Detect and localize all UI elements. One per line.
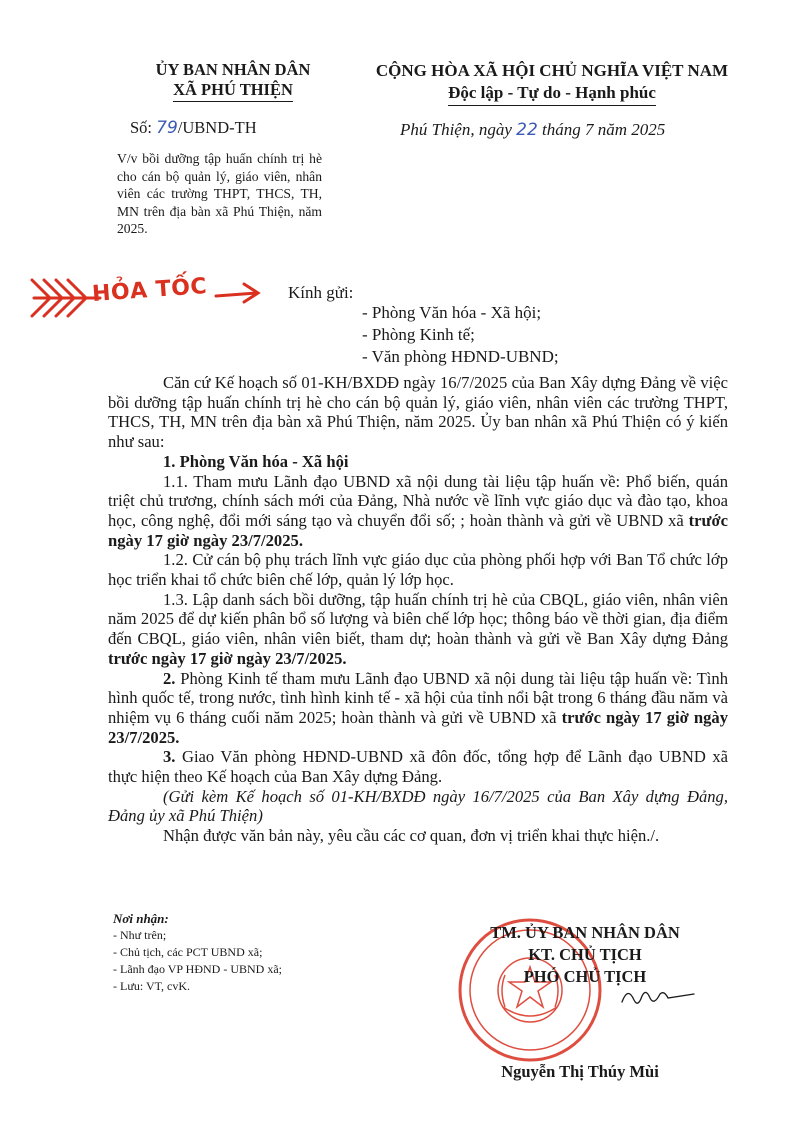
- p3-number: 3.: [163, 747, 176, 767]
- paragraph-1-3: [108, 590, 728, 669]
- place-date: [400, 120, 665, 140]
- p2-text: Phòng Kinh tế tham mưu Lãnh đạo UBND xã nội dung tài liệu tập huấn về: Tình hình quốc tế, trong nước, tình hình kinh tế - xã hội của tỉnh nổi bật trong 6 tháng đầu năm và nhiệm vụ 6 tháng cuối năm 2025; hoàn thành và gửi về UBND xã: [108, 668, 728, 727]
- doc-number-prefix: Số:: [130, 118, 157, 137]
- handwritten-signature: [618, 982, 698, 1017]
- p1-1-text: 1.1. Tham mưu Lãnh đạo UBND xã nội dung tài liệu tập huấn về: Phổ biến, quán triệt chủ trương, chính sách mới của Đảng, Nhà nước về lĩnh vực giáo dục và đào tạo, khoa học, công nghệ, đổi mới sáng tạo và chuyển đổi số; ; hoàn thành và gửi về UBND xã: [108, 471, 728, 530]
- p2-number: 2.: [163, 668, 176, 688]
- intro-paragraph: Căn cứ Kế hoạch số 01-KH/BXDĐ ngày 16/7/2025 của Ban Xây dựng Đảng về việc bồi dưỡng tập huấn chính trị hè cho cán bộ quản lý, giáo viên, nhân viên các trường THPT, THCS, TH, MN trên địa bàn xã Phú Thiện, năm 2025. Ủy ban nhân xã Phú Thiện có ý kiến như sau:: [108, 373, 728, 452]
- closing-line: Nhận được văn bản này, yêu cầu các cơ quan, đơn vị triển khai thực hiện./.: [163, 826, 660, 846]
- paragraph-3: [108, 747, 728, 786]
- document-number: [130, 118, 257, 138]
- paragraph-2: [108, 669, 728, 748]
- document-body: [108, 373, 728, 846]
- p2-deadline: trước ngày 17 giờ ngày 23/7/2025.: [108, 707, 728, 747]
- p1-3-text: 1.3. Lập danh sách bồi dưỡng, tập huấn chính trị hè của CBQL, giáo viên, nhân viên năm 2025 để dự kiến phân bổ số lượng và biên chế lớp học; thông báo về thời gian, địa điểm đến CBQL, giáo viên, nhân viên biết, tham dự; hoàn thành và gửi về Ban Xây dựng Đảng: [108, 589, 728, 649]
- authority-line2: XÃ PHÚ THIỆN: [173, 80, 293, 102]
- authority-line1: ỦY BAN NHÂN DÂN: [155, 60, 311, 79]
- distribution-list: [113, 910, 282, 995]
- distribution-item: - Như trên;: [113, 928, 167, 942]
- national-motto: [352, 60, 752, 106]
- signature-icon: [618, 982, 698, 1012]
- doc-number-suffix: /UBND-TH: [177, 118, 257, 137]
- date-prefix: Phú Thiện, ngày: [400, 120, 517, 139]
- signer-name: Nguyễn Thị Thúy Mùi: [501, 1062, 659, 1081]
- attachment-note: (Gửi kèm Kế hoạch số 01-KH/BXDĐ ngày 16/7/2025 của Ban Xây dựng Đảng, Đảng ủy xã Phú Thiện): [108, 786, 728, 826]
- distribution-item: - Chủ tịch, các PCT UBND xã;: [113, 945, 263, 959]
- document-subject: V/v bồi dưỡng tập huấn chính trị hè cho cán bộ quản lý, giáo viên, nhân viên các trường THPT, THCS, TH, MN trên địa bàn xã Phú Thiện, năm 2025.: [117, 151, 322, 236]
- distribution-item: - Lãnh đạo VP HĐND - UBND xã;: [113, 962, 282, 976]
- distribution-item: - Lưu: VT, cvK.: [113, 979, 191, 993]
- recipient-item: - Phòng Kinh tế;: [362, 325, 475, 344]
- recipient-item: - Văn phòng HĐND-UBND;: [362, 347, 559, 366]
- motto-line1: CỘNG HÒA XÃ HỘI CHỦ NGHĨA VIỆT NAM: [375, 61, 729, 80]
- paragraph-1-2: 1.2. Cử cán bộ phụ trách lĩnh vực giáo dục của phòng phối hợp với Ban Tổ chức lớp học triển khai tổ chức biên chế lớp, quản lý lớp học.: [108, 550, 728, 590]
- distribution-title: Nơi nhận:: [113, 911, 169, 926]
- signature-block: [455, 922, 715, 988]
- p1-1-deadline: trước ngày 17 giờ ngày 23/7/2025.: [108, 510, 728, 550]
- signature-line2: KT. CHỦ TỊCH: [528, 945, 642, 964]
- recipient-list: [362, 302, 559, 368]
- section-1-title: 1. Phòng Văn hóa - Xã hội: [163, 451, 349, 471]
- issuing-authority: [108, 60, 358, 102]
- p1-3-deadline: trước ngày 17 giờ ngày 23/7/2025.: [108, 648, 347, 668]
- recipient-item: - Phòng Văn hóa - Xã hội;: [362, 303, 542, 322]
- motto-line2: Độc lập - Tự do - Hạnh phúc: [448, 82, 656, 106]
- signature-line1: TM. ỦY BAN NHÂN DÂN: [490, 923, 680, 942]
- urgent-stamp-text: HỎA TỐC: [91, 274, 208, 307]
- paragraph-1-1: [108, 472, 728, 551]
- doc-number-handwritten: 79: [156, 118, 178, 138]
- salutation: Kính gửi:: [288, 283, 354, 302]
- date-suffix: tháng 7 năm 2025: [537, 120, 666, 139]
- signature-line3: PHÓ CHỦ TỊCH: [523, 967, 647, 986]
- date-day-handwritten: 22: [516, 120, 538, 140]
- p3-text: Giao Văn phòng HĐND-UBND xã đôn đốc, tổng hợp để Lãnh đạo UBND xã thực hiện theo Kế hoạch của Ban Xây dựng Đảng.: [108, 747, 728, 787]
